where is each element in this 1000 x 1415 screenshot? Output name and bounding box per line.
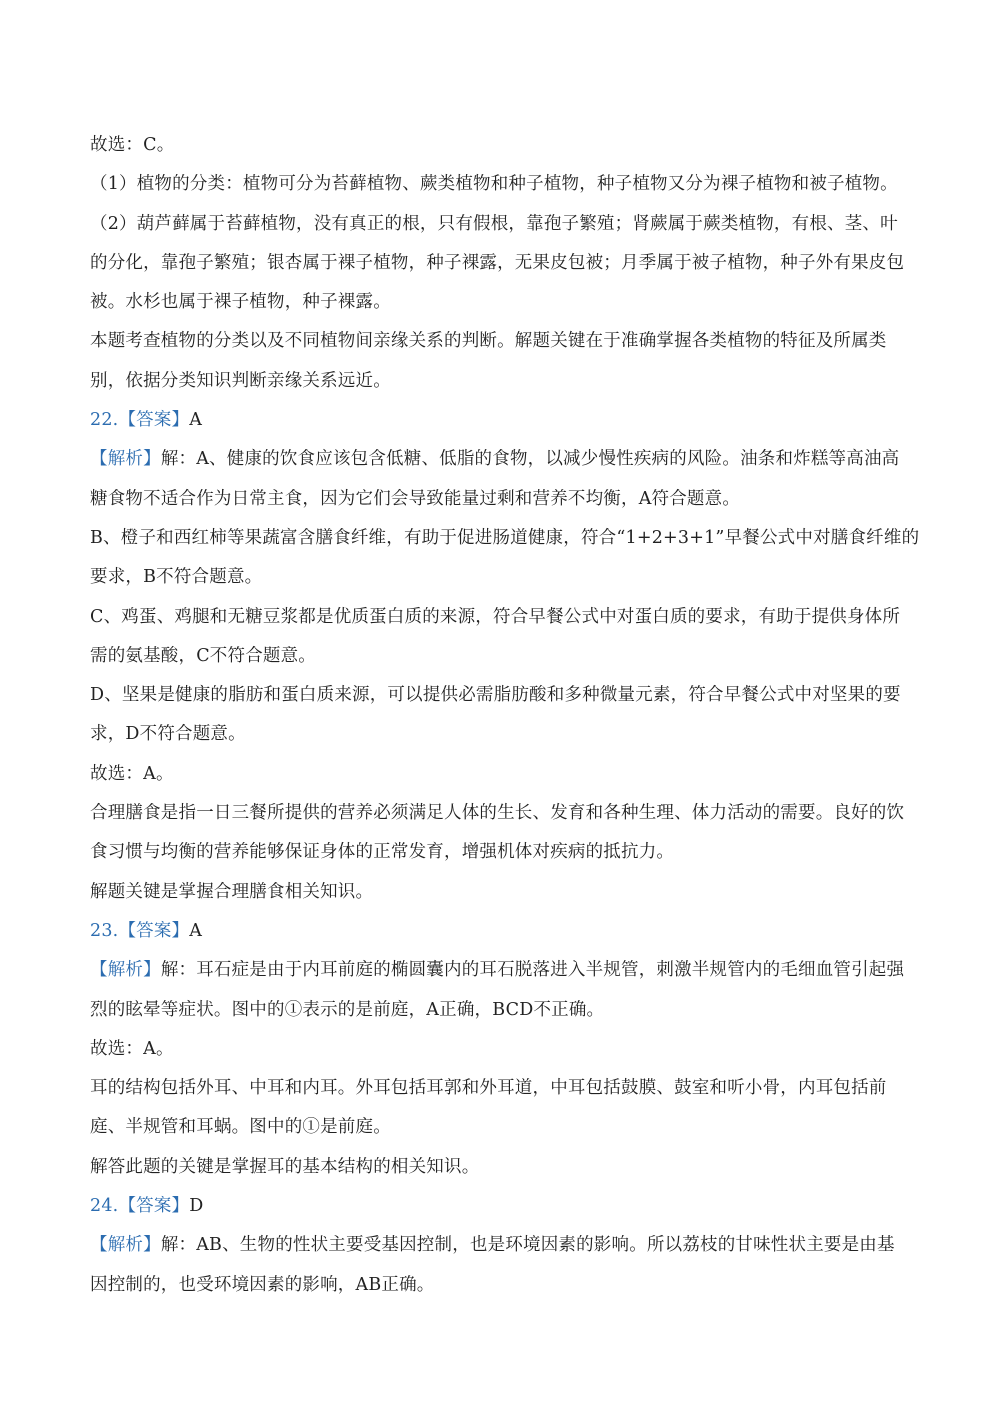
analysis-line <box>90 1226 920 1265</box>
question-answer-line <box>90 401 920 440</box>
line-text: 解：AB、生物的性状主要受基因控制，也是环境因素的影响。所以荔枝的甘味性状主要是由基 <box>160 1235 895 1256</box>
text-line <box>90 165 920 204</box>
text-line <box>90 1108 920 1147</box>
line-text: 解：A、健康的饮食应该包含低糖、低脂的食物，以减少慢性疾病的风险。油条和炸糕等高油高 <box>160 449 900 470</box>
text-line <box>90 598 920 637</box>
line-text: 的分化，靠孢子繁殖；银杏属于裸子植物，种子裸露，无果皮包被；月季属于被子植物，种子外有果皮包 <box>90 252 905 273</box>
analysis-line <box>90 951 920 990</box>
line-text: （2）葫芦藓属于苔藓植物，没有真正的根，只有假根，靠孢子繁殖；肾蕨属于蕨类植物，有根、茎、叶 <box>90 213 898 234</box>
text-line <box>90 126 920 165</box>
section-tag: 【解析】 <box>90 449 161 470</box>
line-text: 庭、半规管和耳蜗。图中的①是前庭。 <box>90 1117 391 1138</box>
line-text: 食习惯与均衡的营养能够保证身体的正常发育，增强机体对疾病的抵抗力。 <box>90 842 675 863</box>
line-text: 耳的结构包括外耳、中耳和内耳。外耳包括耳郭和外耳道，中耳包括鼓膜、鼓室和听小骨，内耳包括前 <box>90 1078 887 1099</box>
section-tag: 【答案】 <box>118 1196 190 1217</box>
text-line <box>90 715 920 754</box>
line-text: 故选：C。 <box>90 135 175 155</box>
text-line <box>90 873 920 912</box>
line-text: 被。水杉也属于裸子植物，种子裸露。 <box>90 292 391 313</box>
line-text: 需的氨基酸，C不符合题意。 <box>90 645 316 666</box>
line-text: 要求，B不符合题意。 <box>90 567 263 588</box>
section-tag: 【答案】 <box>118 410 190 431</box>
text-line <box>90 1266 920 1305</box>
text-line <box>90 637 920 676</box>
text-line <box>90 1148 920 1187</box>
line-text: B、橙子和西红柿等果蔬富含膳食纤维，有助于促进肠道健康，符合“1+2+3+1”早餐公式中对膳食纤维的 <box>90 527 920 548</box>
line-text: 解答此题的关键是掌握耳的基本结构的相关知识。 <box>90 1156 480 1177</box>
line-text: A <box>189 410 203 431</box>
question-number: 22. <box>90 410 119 431</box>
line-text: （1）植物的分类：植物可分为苔藓植物、蕨类植物和种子植物，种子植物又分为裸子植物和被子植物。 <box>90 174 898 195</box>
question-answer-line <box>90 1187 920 1226</box>
line-text: 别，依据分类知识判断亲缘关系远近。 <box>90 370 391 391</box>
text-line <box>90 794 920 833</box>
text-line <box>90 833 920 872</box>
text-line <box>90 480 920 519</box>
section-tag: 【解析】 <box>90 960 161 981</box>
line-text: C、鸡蛋、鸡腿和无糖豆浆都是优质蛋白质的来源，符合早餐公式中对蛋白质的要求，有助于提供身体所 <box>90 606 901 627</box>
line-text: 糖食物不适合作为日常主食，因为它们会导致能量过剩和营养不均衡，A符合题意。 <box>90 488 741 509</box>
text-line <box>90 322 920 361</box>
line-text: 解：耳石症是由于内耳前庭的椭圆囊内的耳石脱落进入半规管，刺激半规管内的毛细血管引起强 <box>160 960 905 981</box>
text-line <box>90 283 920 322</box>
question-number: 24. <box>90 1196 119 1217</box>
line-text: 故选：A。 <box>90 1038 174 1059</box>
text-line <box>90 244 920 283</box>
line-text: D <box>189 1196 204 1217</box>
line-text: A <box>189 920 203 941</box>
question-number: 23. <box>90 920 119 941</box>
question-answer-line <box>90 912 920 951</box>
text-line <box>90 755 920 794</box>
line-text: 本题考查植物的分类以及不同植物间亲缘关系的判断。解题关键在于准确掌握各类植物的特征及所属类 <box>90 331 887 352</box>
text-line <box>90 205 920 244</box>
line-text: 求，D不符合题意。 <box>90 724 246 745</box>
text-line <box>90 1069 920 1108</box>
section-tag: 【答案】 <box>118 920 190 941</box>
line-text: 合理膳食是指一日三餐所提供的营养必须满足人体的生长、发育和各种生理、体力活动的需要。良好的饮 <box>90 803 905 824</box>
section-tag: 【解析】 <box>90 1235 161 1256</box>
line-text: 故选：A。 <box>90 763 174 784</box>
line-text: 因控制的，也受环境因素的影响，AB正确。 <box>90 1274 435 1295</box>
text-line <box>90 558 920 597</box>
text-line <box>90 676 920 715</box>
text-line <box>90 991 920 1030</box>
text-line <box>90 362 920 401</box>
line-text: D、坚果是健康的脂肪和蛋白质来源，可以提供必需脂肪酸和多种微量元素，符合早餐公式中对坚果的要 <box>90 685 901 706</box>
text-line <box>90 1030 920 1069</box>
answer-content <box>90 126 920 1305</box>
analysis-line <box>90 440 920 479</box>
line-text: 烈的眩晕等症状。图中的①表示的是前庭，A正确，BCD不正确。 <box>90 999 605 1020</box>
line-text: 解题关键是掌握合理膳食相关知识。 <box>90 881 374 902</box>
text-line <box>90 519 920 558</box>
